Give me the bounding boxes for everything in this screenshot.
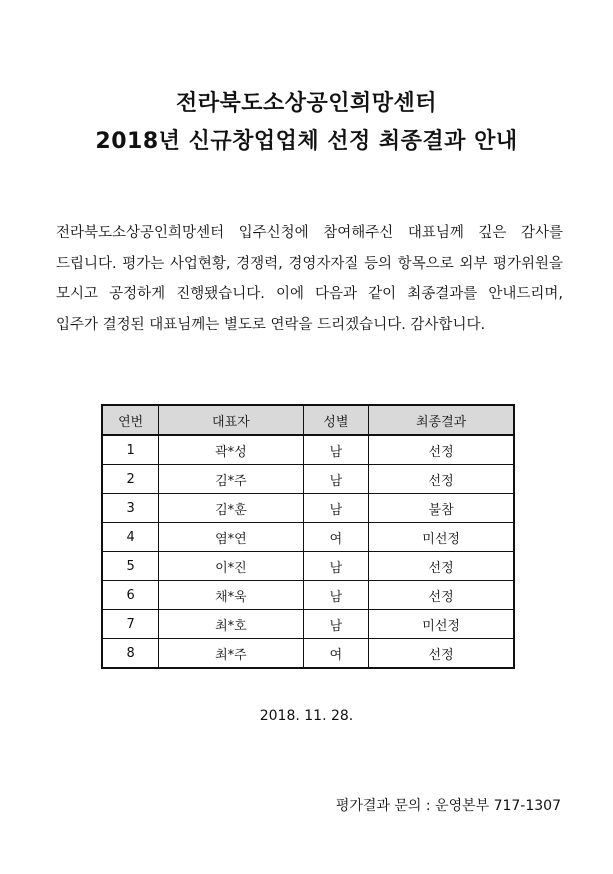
cell-representative: 곽*성 (159, 435, 303, 465)
header-number: 연번 (102, 405, 159, 435)
table-row (102, 465, 514, 494)
cell-final-result: 선정 (369, 435, 514, 465)
cell-gender: 남 (303, 552, 369, 581)
header-final-result: 최종결과 (369, 405, 514, 435)
cell-final-result: 선정 (369, 639, 514, 669)
cell-number: 3 (102, 494, 159, 523)
cell-gender: 여 (303, 639, 369, 669)
cell-gender: 남 (303, 610, 369, 639)
cell-representative: 김*훈 (159, 494, 303, 523)
cell-representative: 이*진 (159, 552, 303, 581)
cell-representative: 염*연 (159, 523, 303, 552)
notice-body: 전라북도소상공인희망센터 입주신청에 참여해주신 대표님께 깊은 감사를 드립니다. 평가는 사업현황, 경쟁력, 경영자자질 등의 항목으로 외부 평가위원을 모시고 공정하게 진행됐습니다. 이에 다음과 같이 최종결과를 안내드리며, 입주가 결정된 대표님께는 별도로 연락을 드리겠습니다. 감사합니다. (56, 225, 563, 333)
table-header-row (102, 405, 514, 435)
cell-final-result: 선정 (369, 581, 514, 610)
document-subtitle: 2018년 신규창업업체 선정 최종결과 안내 (95, 129, 518, 154)
cell-number: 2 (102, 465, 159, 494)
table-row (102, 581, 514, 610)
cell-final-result: 불참 (369, 494, 514, 523)
table-row (102, 523, 514, 552)
cell-final-result: 선정 (369, 465, 514, 494)
cell-representative: 김*주 (159, 465, 303, 494)
results-table (101, 404, 515, 669)
table-row (102, 435, 514, 465)
cell-representative: 최*호 (159, 610, 303, 639)
cell-final-result: 선정 (369, 552, 514, 581)
cell-number: 5 (102, 552, 159, 581)
table-row (102, 494, 514, 523)
cell-gender: 남 (303, 581, 369, 610)
document-date: 2018. 11. 28. (259, 708, 354, 724)
cell-representative: 최*주 (159, 639, 303, 669)
table-row (102, 639, 514, 669)
header-representative: 대표자 (159, 405, 303, 435)
cell-final-result: 미선정 (369, 610, 514, 639)
header-gender: 성별 (303, 405, 369, 435)
cell-final-result: 미선정 (369, 523, 514, 552)
cell-number: 1 (102, 435, 159, 465)
cell-gender: 남 (303, 465, 369, 494)
cell-gender: 여 (303, 523, 369, 552)
contact-info: 평가결과 문의 : 운영본부 717-1307 (335, 798, 561, 814)
cell-number: 7 (102, 610, 159, 639)
table-row (102, 552, 514, 581)
cell-number: 4 (102, 523, 159, 552)
cell-gender: 남 (303, 435, 369, 465)
cell-number: 6 (102, 581, 159, 610)
cell-gender: 남 (303, 494, 369, 523)
cell-number: 8 (102, 639, 159, 669)
table-row (102, 610, 514, 639)
document-title: 전라북도소상공인희망센터 (175, 91, 438, 116)
cell-representative: 채*욱 (159, 581, 303, 610)
